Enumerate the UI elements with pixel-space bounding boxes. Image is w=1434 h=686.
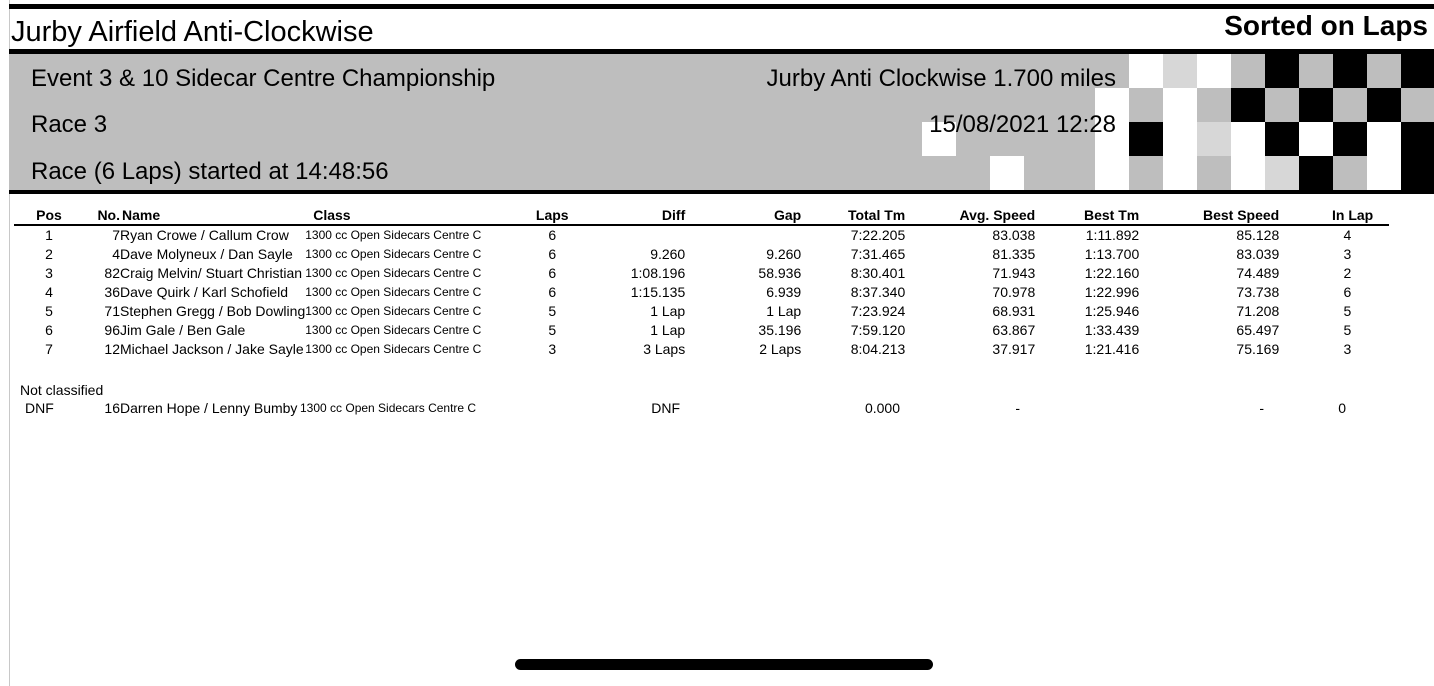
number-cell: 12 [104, 341, 120, 357]
total-time-cell: 7:23.924 [850, 303, 906, 319]
class-cell: 1300 cc Open Sidecars Centre C [305, 285, 482, 299]
gap-cell [680, 399, 796, 418]
gap-cell [685, 225, 801, 245]
laps-cell: 6 [548, 246, 557, 262]
diff-cell: 1:08.196 [630, 265, 686, 281]
avg-speed-cell: 70.978 [992, 284, 1036, 300]
number-cell: 82 [104, 265, 120, 281]
in-lap-cell: 5 [1343, 322, 1352, 338]
gap-cell: 9.260 [766, 246, 802, 262]
results-table [14, 207, 1389, 359]
venue-title: Jurby Airfield Anti-Clockwise [11, 16, 374, 48]
best-time-cell: 1:33.439 [1084, 322, 1140, 338]
best-speed-cell: 65.497 [1236, 322, 1280, 338]
total-time-cell: 0.000 [864, 400, 900, 416]
in-lap-cell: 5 [1343, 303, 1352, 319]
table-row [14, 225, 1389, 245]
top-rule [9, 4, 1434, 9]
number-cell: 71 [104, 303, 120, 319]
pos-cell: 1 [45, 227, 53, 243]
avg-speed-cell: 71.943 [992, 265, 1036, 281]
laps-cell: 6 [548, 284, 557, 300]
class-cell: 1300 cc Open Sidecars Centre C [305, 323, 482, 337]
best-time-cell: 1:21.416 [1084, 341, 1140, 357]
diff-cell: 3 Laps [643, 341, 686, 357]
name-cell: Dave Quirk / Karl Schofield [120, 284, 289, 300]
best-time-cell: 1:11.892 [1085, 227, 1140, 243]
best-speed-cell: 83.039 [1236, 246, 1280, 262]
in-lap-cell: 0 [1338, 400, 1346, 416]
best-speed-cell: - [1259, 400, 1264, 416]
best-time-cell: 1:22.996 [1084, 284, 1140, 300]
col-pos: Pos [36, 207, 62, 223]
number-cell: 7 [112, 227, 120, 243]
name-cell: Stephen Gregg / Bob Dowling [120, 303, 306, 319]
in-lap-cell: 4 [1343, 227, 1352, 243]
best-speed-cell: 75.169 [1236, 341, 1280, 357]
best-time-cell: 1:13.700 [1084, 246, 1140, 262]
total-time-cell: 8:30.401 [850, 265, 906, 281]
total-time-cell: 7:59.120 [850, 322, 906, 338]
event-banner [9, 54, 1434, 190]
race-name: Race 3 [31, 111, 108, 138]
class-cell: 1300 cc Open Sidecars Centre C [305, 342, 482, 356]
avg-speed-cell: 68.931 [992, 303, 1036, 319]
in-lap-cell: 3 [1343, 341, 1352, 357]
pos-cell: 4 [45, 284, 53, 300]
col-avg-speed: Avg. Speed [959, 207, 1036, 223]
pos-cell: 3 [45, 265, 53, 281]
race-datetime: 15/08/2021 12:28 [929, 111, 1116, 138]
number-cell: 4 [112, 246, 120, 262]
laps-cell: 5 [548, 322, 557, 338]
total-time-cell: 7:31.465 [850, 246, 906, 262]
class-cell: 1300 cc Open Sidecars Centre C [305, 228, 482, 242]
banner-rule [9, 190, 1434, 194]
best-time-cell: 1:25.946 [1084, 303, 1140, 319]
avg-speed-cell: 81.335 [992, 246, 1036, 262]
pos-cell: 5 [45, 303, 53, 319]
col-total: Total Tm [847, 207, 906, 223]
col-no: No. [97, 207, 120, 223]
gap-cell: 2 Laps [759, 341, 802, 357]
circuit-info: Jurby Anti Clockwise 1.700 miles [766, 65, 1116, 92]
table-row [14, 321, 1389, 340]
table-row [14, 340, 1389, 359]
diff-cell: 1 Lap [650, 322, 686, 338]
pos-cell: 7 [45, 341, 53, 357]
col-name: Name [122, 207, 161, 223]
name-cell: Ryan Crowe / Callum Crow [120, 227, 289, 243]
name-cell: Craig Melvin/ Stuart Christian [120, 265, 303, 281]
best-time-cell: 1:22.160 [1084, 265, 1140, 281]
pos-cell: 6 [45, 322, 53, 338]
number-cell: 96 [104, 322, 120, 338]
gap-cell: 1 Lap [766, 303, 802, 319]
col-class: Class [313, 207, 351, 223]
table-row [14, 264, 1389, 283]
col-best-speed: Best Speed [1202, 207, 1280, 223]
in-lap-cell: 2 [1343, 265, 1352, 281]
diff-cell: DNF [651, 400, 680, 416]
avg-speed-cell: 63.867 [992, 322, 1036, 338]
event-name: Event 3 & 10 Sidecar Centre Championship [31, 65, 496, 92]
race-start: Race (6 Laps) started at 14:48:56 [31, 158, 389, 185]
best-time-cell [1030, 399, 1134, 418]
name-cell: Michael Jackson / Jake Sayle [120, 341, 304, 357]
table-row [14, 245, 1389, 264]
in-lap-cell: 3 [1343, 246, 1352, 262]
best-speed-cell: 74.489 [1236, 265, 1280, 281]
col-best-tm: Best Tm [1084, 207, 1140, 223]
in-lap-cell: 6 [1343, 284, 1352, 300]
pos-cell: DNF [25, 400, 54, 416]
diff-cell [589, 225, 685, 245]
class-cell: 1300 cc Open Sidecars Centre C [300, 401, 477, 415]
total-time-cell: 8:37.340 [850, 284, 906, 300]
laps-cell: 5 [548, 303, 557, 319]
diff-cell: 1 Lap [650, 303, 686, 319]
avg-speed-cell: - [1015, 400, 1020, 416]
best-speed-cell: 71.208 [1236, 303, 1280, 319]
laps-cell: 3 [548, 341, 557, 357]
avg-speed-cell: 37.917 [992, 341, 1036, 357]
laps-cell: 6 [548, 227, 557, 243]
gap-cell: 58.936 [758, 265, 802, 281]
best-speed-cell: 73.738 [1236, 284, 1280, 300]
col-in-lap: In Lap [1332, 207, 1374, 223]
avg-speed-cell: 83.038 [992, 227, 1036, 243]
class-cell: 1300 cc Open Sidecars Centre C [305, 304, 482, 318]
diff-cell: 1:15.135 [630, 284, 686, 300]
gap-cell: 35.196 [758, 322, 802, 338]
col-diff: Diff [661, 207, 686, 223]
best-speed-cell: 85.128 [1236, 227, 1280, 243]
col-laps: Laps [535, 207, 569, 223]
name-cell: Darren Hope / Lenny Bumby [120, 400, 298, 416]
name-cell: Dave Molyneux / Dan Sayle [120, 246, 293, 262]
diff-cell: 9.260 [650, 246, 686, 262]
number-cell: 36 [104, 284, 120, 300]
table-row [14, 302, 1389, 321]
results-header-row [14, 207, 1389, 225]
class-cell: 1300 cc Open Sidecars Centre C [305, 247, 482, 261]
col-gap: Gap [774, 207, 802, 223]
sort-label: Sorted on Laps [1224, 10, 1428, 41]
gap-cell: 6.939 [766, 284, 802, 300]
class-cell: 1300 cc Open Sidecars Centre C [305, 266, 482, 280]
table-row [14, 283, 1389, 302]
home-indicator[interactable] [515, 659, 933, 670]
pos-cell: 2 [45, 246, 53, 262]
total-time-cell: 7:22.205 [850, 227, 906, 243]
not-classified-label: Not classified [20, 382, 104, 398]
number-cell: 16 [104, 400, 120, 416]
table-row [14, 399, 1384, 418]
not-classified-table [14, 399, 1384, 418]
total-time-cell: 8:04.213 [850, 341, 906, 357]
name-cell: Jim Gale / Ben Gale [120, 322, 246, 338]
laps-cell [510, 399, 584, 418]
laps-cell: 6 [548, 265, 557, 281]
